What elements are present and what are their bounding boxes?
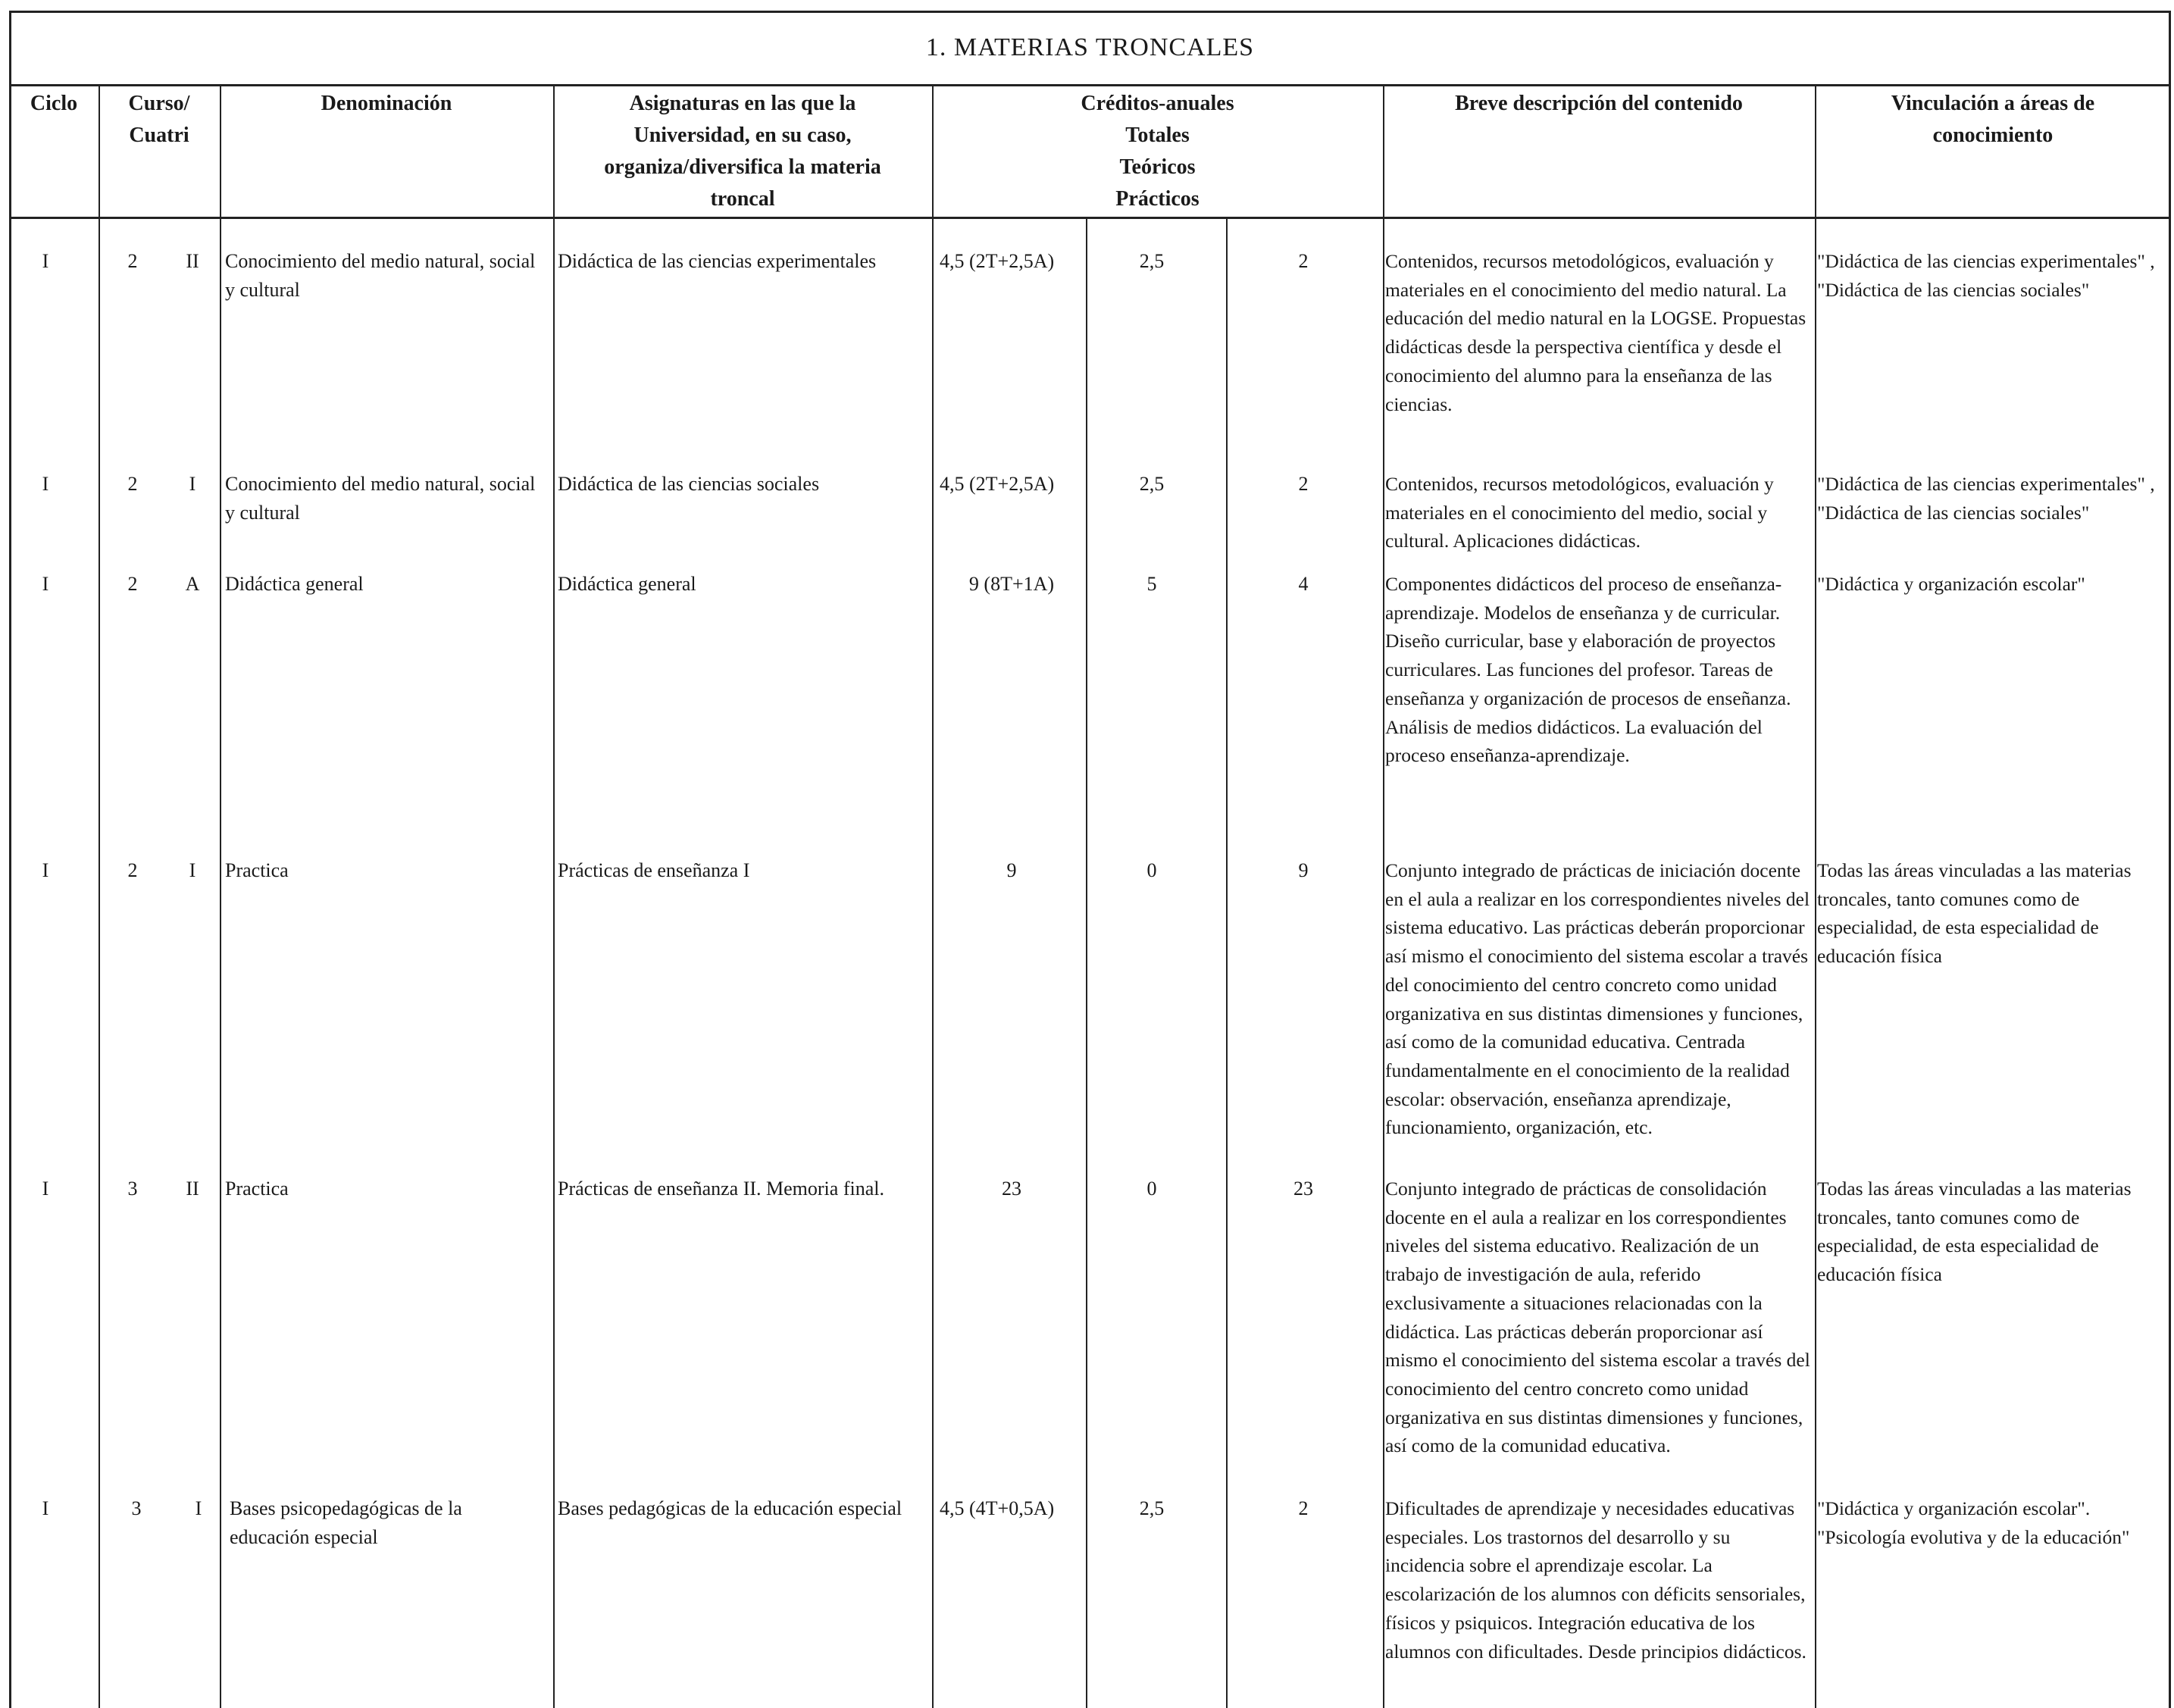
header-teoricos: Teóricos bbox=[1119, 155, 1196, 179]
cell-practicos: 9 bbox=[1298, 859, 1309, 881]
cell-practicos: 2 bbox=[1298, 250, 1309, 272]
cell-ciclo: I bbox=[42, 1497, 49, 1519]
cell-denominacion: Practica bbox=[225, 859, 289, 881]
cell-vinculacion: Todas las áreas vinculadas a las materias troncales, tanto comunes como de especialidad, de esta especialidad de educación física bbox=[1817, 1178, 2132, 1286]
cell-curso: 2 bbox=[127, 859, 138, 881]
header-asignaturas-line: Universidad, en su caso, bbox=[633, 124, 852, 147]
cell-totales: 4,5 (2T+2,5A) bbox=[940, 473, 1055, 495]
header-asignaturas-line: organiza/diversifica la materia bbox=[604, 155, 881, 179]
cell-teoricos: 2,5 bbox=[1139, 1497, 1165, 1519]
cell-teoricos: 0 bbox=[1146, 1178, 1157, 1200]
cell-vinculacion: "Didáctica y organización escolar" bbox=[1817, 573, 2085, 595]
page-title: 1. MATERIAS TRONCALES bbox=[9, 11, 2171, 86]
cell-vinculacion: "Didáctica de las ciencias experimentales" , "Didáctica de las ciencias sociales" bbox=[1817, 473, 2155, 524]
header-vinculacion-line: conocimiento bbox=[1932, 124, 2054, 147]
cell-teoricos: 2,5 bbox=[1139, 250, 1165, 272]
header-ciclo: Ciclo bbox=[30, 92, 78, 115]
cell-cuatri: I bbox=[189, 473, 196, 495]
column-divider bbox=[1383, 86, 1384, 1708]
header-curso-line: Curso/ bbox=[128, 92, 190, 115]
cell-curso: 3 bbox=[127, 1178, 138, 1200]
cell-curso: 3 bbox=[131, 1497, 142, 1519]
cell-denominacion: Conocimiento del medio natural, social y cultural bbox=[225, 250, 536, 301]
cell-denominacion: Practica bbox=[225, 1178, 289, 1200]
header-vinculacion-line: Vinculación a áreas de bbox=[1891, 92, 2095, 115]
cell-ciclo: I bbox=[42, 859, 49, 881]
header-totales: Totales bbox=[1125, 124, 1190, 147]
column-divider bbox=[553, 86, 555, 1708]
cell-asignatura: Prácticas de enseñanza II. Memoria final. bbox=[558, 1178, 884, 1200]
cell-asignatura: Didáctica de las ciencias experimentales bbox=[558, 250, 877, 272]
cell-asignatura: Didáctica de las ciencias sociales bbox=[558, 473, 820, 495]
cell-ciclo: I bbox=[42, 1178, 49, 1200]
cell-practicos: 4 bbox=[1298, 573, 1309, 595]
header-curso-line: Cuatri bbox=[129, 124, 189, 147]
header-asignaturas bbox=[553, 86, 932, 217]
header-creditos bbox=[932, 86, 1383, 217]
cell-denominacion: Didáctica general bbox=[225, 573, 364, 595]
header-curso bbox=[99, 86, 220, 217]
cell-vinculacion: "Didáctica de las ciencias experimentales" , "Didáctica de las ciencias sociales" bbox=[1817, 250, 2155, 301]
cell-denominacion: Bases psicopedagógicas de la educación especial bbox=[230, 1497, 462, 1548]
cell-ciclo: I bbox=[42, 250, 49, 272]
cell-vinculacion: Todas las áreas vinculadas a las materias troncales, tanto comunes como de especialidad, de esta especialidad de educación física bbox=[1817, 859, 2132, 968]
cell-totales: 4,5 (4T+0,5A) bbox=[940, 1497, 1055, 1519]
header-asignaturas-line: troncal bbox=[710, 187, 775, 211]
cell-descripcion: Dificultades de aprendizaje y necesidades educativas especiales. Los trastornos del desarrollo y su incidencia sobre el aprendizaje escolar. La escolarización de los alumnos con déficits sensoriales, físicos y psiquicos. Integración educativa de los alumnos con dificultades. Desde principios didácticos. bbox=[1385, 1497, 1806, 1663]
cell-descripcion: Conjunto integrado de prácticas de consolidación docente en el aula a realizar en los correspondientes niveles del sistema educativo. Realización de un trabajo de investigación de aula, referido exclusivamente a situaciones relacionadas con la didáctica. Las prácticas deberán proporcionar así mismo el conocimiento del sistema escolar a través del conocimiento del centro concreto como unidad organizativa en sus distintas dimensiones y funciones, así como de la comunidad educativa. bbox=[1385, 1178, 1810, 1457]
cell-asignatura: Bases pedagógicas de la educación especial bbox=[558, 1497, 902, 1519]
cell-curso: 2 bbox=[127, 473, 138, 495]
cell-totales: 23 bbox=[1002, 1178, 1021, 1200]
cell-cuatri: A bbox=[185, 573, 200, 595]
cell-descripcion: Contenidos, recursos metodológicos, evaluación y materiales en el conocimiento del medio natural. La educación del medio natural en la LOGSE. Propuestas didácticas desde la perspectiva científica y desde el conocimiento del alumno para la enseñanza de las ciencias. bbox=[1385, 250, 1806, 415]
cell-cuatri: II bbox=[186, 250, 199, 272]
column-divider bbox=[220, 86, 221, 1708]
column-divider bbox=[1226, 217, 1228, 1708]
cell-ciclo: I bbox=[42, 473, 49, 495]
column-divider bbox=[932, 86, 934, 1708]
cell-totales: 9 bbox=[1006, 859, 1017, 881]
cell-descripcion: Conjunto integrado de prácticas de iniciación docente en el aula a realizar en los correspondientes niveles del sistema educativo. Las prácticas deberán proporcionar así mismo el conocimiento del sistema escolar a través del conocimiento del centro concreto como unidad organizativa en sus distintas dimensiones y funciones, así como de la comunidad educativa. Centrada fundamentalmente en el conocimiento de la realidad escolar: observación, enseñanza aprendizaje, funcionamiento, organización, etc. bbox=[1385, 859, 1810, 1139]
cell-descripcion: Componentes didácticos del proceso de enseñanza-aprendizaje. Modelos de enseñanza y de curricular. Diseño curricular, base y elaboración de proyectos curriculares. Las funciones del profesor. Tareas de enseñanza y organización de procesos de enseñanza. Análisis de medios didácticos. La evaluación del proceso enseñanza-aprendizaje. bbox=[1385, 573, 1791, 767]
header-denominacion: Denominación bbox=[321, 92, 452, 115]
cell-teoricos: 5 bbox=[1146, 573, 1157, 595]
cell-practicos: 2 bbox=[1298, 473, 1309, 495]
cell-totales: 9 (8T+1A) bbox=[968, 573, 1055, 595]
header-divider bbox=[9, 217, 2171, 219]
column-divider bbox=[1086, 217, 1087, 1708]
header-descripcion: Breve descripción del contenido bbox=[1455, 92, 1743, 115]
header-asignaturas-line: Asignaturas en las que la bbox=[629, 92, 856, 115]
cell-practicos: 2 bbox=[1298, 1497, 1309, 1519]
cell-curso: 2 bbox=[127, 250, 138, 272]
cell-teoricos: 0 bbox=[1146, 859, 1157, 881]
cell-curso: 2 bbox=[127, 573, 138, 595]
header-vinculacion bbox=[1815, 86, 2171, 217]
cell-denominacion: Conocimiento del medio natural, social y cultural bbox=[225, 473, 536, 524]
header-creditos-sub bbox=[932, 120, 1383, 215]
cell-asignatura: Prácticas de enseñanza I bbox=[558, 859, 750, 881]
cell-teoricos: 2,5 bbox=[1139, 473, 1165, 495]
cell-totales: 4,5 (2T+2,5A) bbox=[940, 250, 1055, 272]
cell-descripcion: Contenidos, recursos metodológicos, evaluación y materiales en el conocimiento del medio, social y cultural. Aplicaciones didácticas. bbox=[1385, 473, 1774, 552]
header-practicos: Prácticos bbox=[1115, 187, 1200, 211]
cell-vinculacion: "Didáctica y organización escolar". "Psicología evolutiva y de la educación" bbox=[1817, 1497, 2130, 1548]
column-divider bbox=[1815, 86, 1816, 1708]
header-creditos-title: Créditos-anuales bbox=[1081, 92, 1234, 115]
cell-ciclo: I bbox=[42, 573, 49, 595]
cell-cuatri: I bbox=[195, 1497, 202, 1519]
cell-asignatura: Didáctica general bbox=[558, 573, 696, 595]
cell-practicos: 23 bbox=[1293, 1178, 1313, 1200]
column-divider bbox=[99, 86, 100, 1708]
cell-cuatri: II bbox=[186, 1178, 199, 1200]
cell-cuatri: I bbox=[189, 859, 196, 881]
